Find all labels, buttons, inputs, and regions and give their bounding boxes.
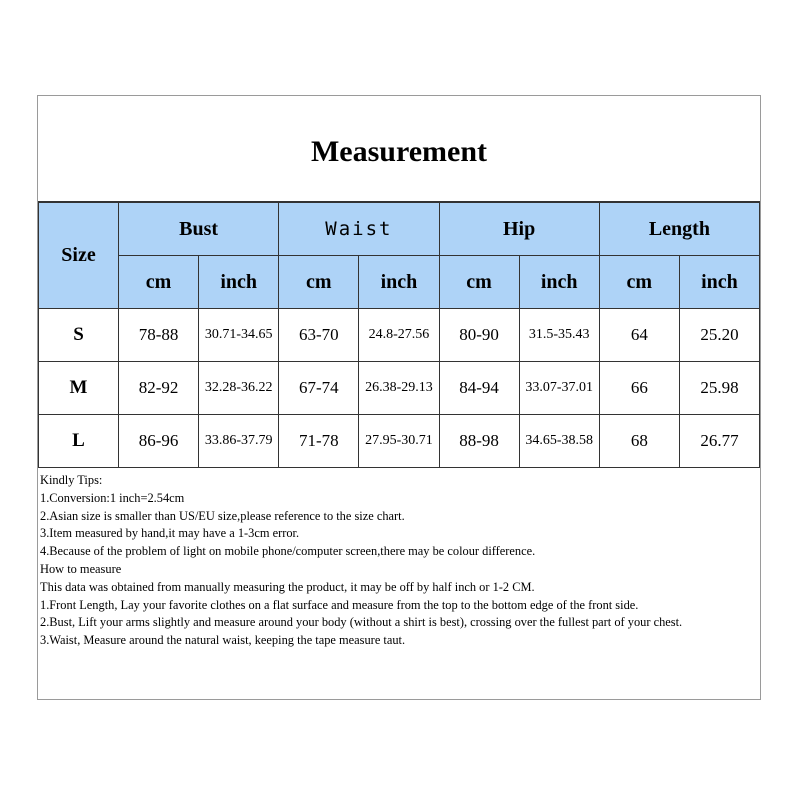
hip-header: Hip — [439, 203, 599, 256]
table-cell: 25.20 — [679, 309, 759, 362]
unit-header-row — [39, 256, 760, 309]
table-cell: 63-70 — [279, 309, 359, 362]
size-chart-card — [37, 95, 761, 700]
table-cell: 88-98 — [439, 415, 519, 468]
table-row — [39, 309, 760, 362]
note-line: 3.Waist, Measure around the natural waist, keeping the tape measure taut. — [40, 633, 406, 648]
table-cell: 27.95-30.71 — [359, 415, 439, 468]
table-cell: 67-74 — [279, 362, 359, 415]
table-cell: 31.5-35.43 — [519, 309, 599, 362]
unit-header: inch — [679, 256, 759, 309]
size-table — [38, 202, 760, 468]
table-cell: 33.07-37.01 — [519, 362, 599, 415]
unit-header: inch — [519, 256, 599, 309]
table-cell: 64 — [599, 309, 679, 362]
notes-heading: Kindly Tips: — [40, 473, 103, 487]
table-cell: 68 — [599, 415, 679, 468]
table-cell: 30.71-34.65 — [199, 309, 279, 362]
note-line: 1.Conversion:1 inch=2.54cm — [40, 490, 185, 505]
table-cell: 25.98 — [679, 362, 759, 415]
size-cell: L — [39, 415, 119, 468]
note-line: 3.Item measured by hand,it may have a 1-3cm error. — [40, 526, 300, 541]
measure-heading: How to measure — [40, 561, 122, 576]
table-cell: 26.77 — [679, 415, 759, 468]
note-line: 2.Asian size is smaller than US/EU size,please reference to the size chart. — [40, 508, 405, 523]
notes-block — [38, 468, 760, 650]
unit-header: inch — [359, 256, 439, 309]
table-cell: 34.65-38.58 — [519, 415, 599, 468]
unit-header: cm — [279, 256, 359, 309]
waist-header: Waist — [279, 203, 439, 256]
table-row — [39, 415, 760, 468]
note-line: 4.Because of the problem of light on mobile phone/computer screen,there may be colour difference. — [40, 544, 536, 559]
page-title: Measurement — [38, 96, 760, 202]
table-cell: 32.28-36.22 — [199, 362, 279, 415]
table-cell: 80-90 — [439, 309, 519, 362]
unit-header: inch — [199, 256, 279, 309]
table-cell: 33.86-37.79 — [199, 415, 279, 468]
bust-header: Bust — [119, 203, 279, 256]
table-cell: 86-96 — [119, 415, 199, 468]
table-cell: 78-88 — [119, 309, 199, 362]
group-header-row — [39, 203, 760, 256]
table-row — [39, 362, 760, 415]
size-cell: M — [39, 362, 119, 415]
unit-header: cm — [599, 256, 679, 309]
size-header: Size — [39, 203, 119, 309]
table-cell: 82-92 — [119, 362, 199, 415]
note-line: This data was obtained from manually measuring the product, it may be off by half inch or 1-2 CM. — [40, 579, 535, 594]
table-cell: 24.8-27.56 — [359, 309, 439, 362]
unit-header: cm — [439, 256, 519, 309]
table-cell: 26.38-29.13 — [359, 362, 439, 415]
size-cell: S — [39, 309, 119, 362]
length-header: Length — [599, 203, 759, 256]
note-line: 2.Bust, Lift your arms slightly and measure around your body (without a shirt is best), crossing over the fullest part of your chest. — [40, 615, 683, 630]
note-line: 1.Front Length, Lay your favorite clothes on a flat surface and measure from the top to the bottom edge of the front side. — [40, 597, 639, 612]
unit-header: cm — [119, 256, 199, 309]
table-cell: 66 — [599, 362, 679, 415]
table-cell: 71-78 — [279, 415, 359, 468]
table-cell: 84-94 — [439, 362, 519, 415]
